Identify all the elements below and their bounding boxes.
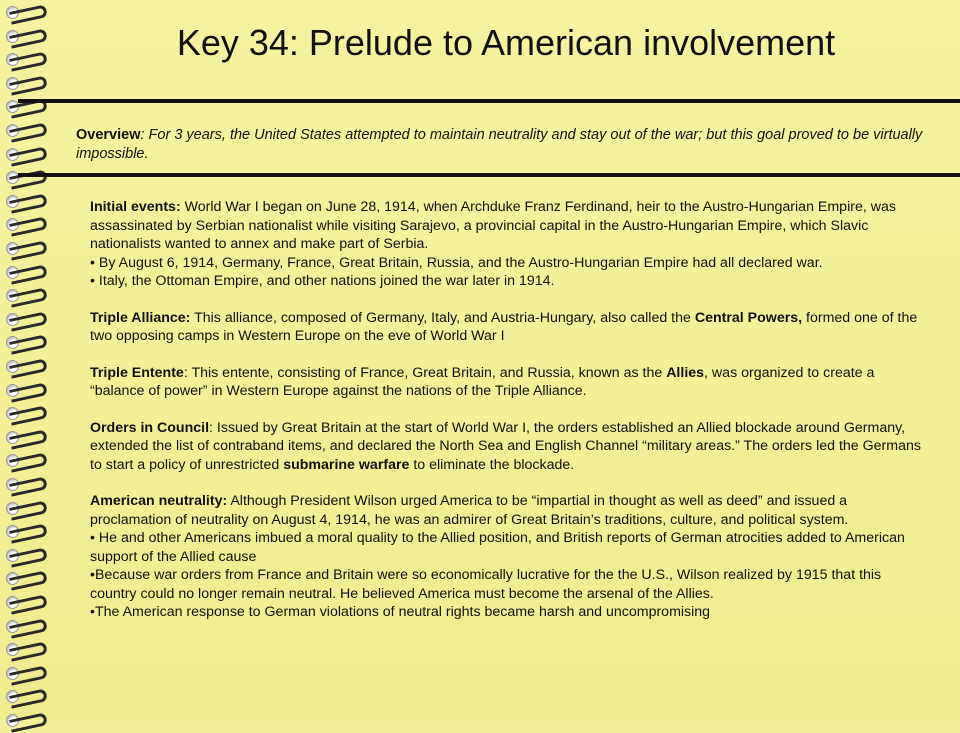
triple-alliance-label: Triple Alliance: <box>90 309 191 326</box>
divider-top <box>18 99 960 103</box>
spiral-ring <box>6 122 46 136</box>
american-neutrality-bullet-1: • He and other Americans imbued a moral quality to the Allied position, and British reports of German atrocities added to American support of the Allied cause <box>90 530 905 565</box>
spiral-ring <box>6 216 46 230</box>
spiral-ring <box>6 476 46 490</box>
spiral-ring <box>6 75 46 89</box>
content-body <box>90 198 930 640</box>
initial-events-paragraph <box>90 198 930 291</box>
spiral-ring <box>6 4 46 18</box>
spiral-ring <box>6 594 46 608</box>
spiral-ring <box>6 358 46 372</box>
spiral-ring <box>6 405 46 419</box>
initial-events-bullet-1: • By August 6, 1914, Germany, France, Great Britain, Russia, and the Austro-Hungarian Empire had all declared war. <box>90 254 823 271</box>
spiral-ring <box>6 334 46 348</box>
spiral-binding <box>0 0 52 720</box>
divider-bottom <box>18 173 960 177</box>
spiral-ring <box>6 547 46 561</box>
initial-events-text: World War I began on June 28, 1914, when Archduke Franz Ferdinand, heir to the Austro-Hungarian Empire, was assassinated by Serbian nationalist while visiting Sarajevo, a provincial capital in the Austro-Hungarian Empire, which Slavic nationalists wanted to annex and make part of Serbia. <box>90 199 896 252</box>
orders-in-council-bold: submarine warfare <box>283 456 410 473</box>
triple-alliance-text-a: This alliance, composed of Germany, Italy, and Austria-Hungary, also called the <box>190 309 695 326</box>
orders-in-council-text-a: : Issued by Great Britain at the start of World War I, the orders established an Allied blockade around Germany, extended the list of contraband items, and declared the North Sea and English Channel “military areas.” The orders led the Germans to start a policy of unrestricted <box>90 419 921 473</box>
spiral-ring <box>6 429 46 443</box>
spiral-ring <box>6 146 46 160</box>
american-neutrality-paragraph <box>90 492 930 622</box>
orders-in-council-paragraph <box>90 419 930 475</box>
american-neutrality-text: Although President Wilson urged America to be “impartial in thought as well as deed” and issued a proclamation of neutrality on August 4, 1914, he was an admirer of Great Britain’s traditions, culture, and political system. <box>90 493 849 528</box>
orders-in-council-label: Orders in Council <box>90 419 210 436</box>
spiral-ring <box>6 665 46 679</box>
triple-alliance-text-b: formed one of the two opposing camps in Western Europe on the eve of World War I <box>90 309 918 344</box>
spiral-ring <box>6 570 46 584</box>
initial-events-label: Initial events: <box>90 199 181 215</box>
spiral-ring <box>6 452 46 466</box>
spiral-ring <box>6 500 46 514</box>
american-neutrality-bullet-2: •Because war orders from France and Britain were so economically lucrative for the the U.S., Wilson realized by 1915 that this country could no longer remain neutral. He believed America must become the arsenal of the Allies. <box>90 567 882 602</box>
overview-paragraph <box>76 126 948 164</box>
spiral-ring <box>6 264 46 278</box>
spiral-ring <box>6 618 46 632</box>
spiral-ring <box>6 641 46 655</box>
triple-entente-paragraph <box>90 364 930 401</box>
spiral-ring <box>6 311 46 325</box>
overview-text: : For 3 years, the United States attempted to maintain neutrality and stay out of the war; but this goal proved to be virtually impossible. <box>76 127 923 162</box>
orders-in-council-text-b: to eliminate the blockade. <box>409 456 575 473</box>
spiral-ring <box>6 51 46 65</box>
triple-alliance-bold: Central Powers, <box>694 309 803 326</box>
spiral-ring <box>6 688 46 702</box>
triple-alliance-paragraph <box>90 309 930 346</box>
page-title: Key 34: Prelude to American involvement <box>176 22 836 63</box>
spiral-ring <box>6 382 46 396</box>
triple-entente-text-a: : This entente, consisting of France, Great Britain, and Russia, known as the <box>183 364 667 381</box>
american-neutrality-label: American neutrality: <box>90 493 228 509</box>
triple-entente-bold: Allies <box>666 364 705 381</box>
spiral-ring <box>6 287 46 301</box>
spiral-ring <box>6 240 46 254</box>
triple-entente-label: Triple Entente <box>90 364 184 381</box>
triple-entente-text-b: , was organized to create a “balance of power” in Western Europe against the nations of the Triple Alliance. <box>90 364 875 399</box>
initial-events-bullet-2: • Italy, the Ottoman Empire, and other nations joined the war later in 1914. <box>90 273 555 289</box>
spiral-ring <box>6 712 46 726</box>
spiral-ring <box>6 28 46 42</box>
spiral-ring <box>6 193 46 207</box>
overview-label: Overview <box>76 127 141 143</box>
spiral-ring <box>6 523 46 537</box>
american-neutrality-bullet-3: •The American response to German violations of neutral rights became harsh and uncompromising <box>90 604 711 620</box>
